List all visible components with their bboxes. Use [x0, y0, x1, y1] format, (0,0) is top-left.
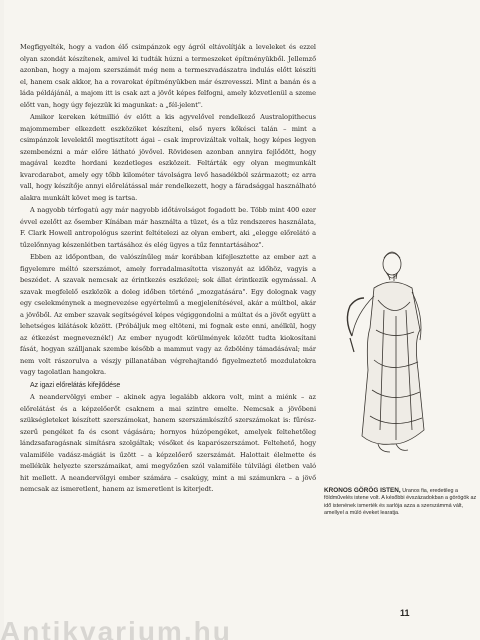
kronos-illustration [334, 240, 444, 480]
paragraph: A neandervölgyi ember – akinek agya legalább akkora volt, mint a miénk – az előrelátást és a képzelőerőt csaknem a mai szintre emelte. Nemcsak a jövőbeni szükségleteket készített szerszámokat, hanem szerszámkészítő szerszámokat is: fűrész-szerű pengéket fa és csont vágására; hornyos húzópengéket, amelyek feltehetőleg lándzsafaragásnak simításra szolgáltak; vésőket és kaparószerszámot. Feltehető, hogy valamiféle vadász-mágiát is űzött – a képzelőerő szerszámát. Halottait élelmette és mellékük helyezte szerszámaikat, ami megyőzően szól valamiféle túlvilági életben való hit mellett. A neandervölgyi ember számára – csakúgy, mint a mi számunkra – a jövő nemcsak az ismeretlent, hanem az ismeretlent is kiterjedt. [20, 393, 316, 493]
section-heading: Az igazi előrelátás kifejlődése [30, 381, 121, 389]
paragraph: Ebben az időpontban, de valószínűleg már korábban kifejlesztette az ember azt a figyelemre méltó szerszámot, amely forradalmasította viszonyát az időhöz, vagyis a beszédet. A szavak nemcsak az érintkezés eszközei; sok állat érintkezik egymással. A szavak megfelelő eszközök a doleg időben történő „mozgatására". Egy dolognak vagy egy cselekménynek a megnevezése egyértelmű a megjelenítésével, akár a múltbol, akár a jövőből. Az ember szavak segítségével képes végiggondolni a múltat és a jövőt együtt a lehetséges kilátások között. (Próbáljuk meg eltöteni, mi fognak este enni, anélkül, hogy az étkezést megneveznék!) Az ember nyugodt körülmények között tudta kiokosítani fását, hogyan szálljanak szembe később a mammut vagy az őzbölény támadásával; már nem volt rászorulva a vészjy pillanatában végrehajtandó figyelmeztető mozdulatokra vagy tagolatlan hangokra. [20, 253, 316, 376]
figure-caption [324, 487, 480, 518]
book-page [4, 0, 480, 640]
paragraph: Amikor kereken kétmillió év előtt a kis agyvelővel rendelkező Australopithecus majommember elkezdett eszközöket készíteni, első nyers kőkésci talán – mint a csimpánzok levelektől megtisztított ágai – csak improvizáltak voltak, hogy képes legyen szembenézni a már előre látható jövővel. Rövidesen azonban annyira fejlődött, hogy magával kezdte hordani kezdetleges eszközeit. Feltárták egy olyan megmunkált kvarcdarabot, amely egy tőbb kilométer távolságra levő hasadékból származott; ez arra vall, hogy készítője annyi előrelátással már rendelkezett, hogy a fáradsággal használható alakra munkált követ meg is tartsa. [20, 113, 316, 202]
paragraph: A nagyobb térfogatú agy már nagyobb időtávolságot fogadott be. Több mint 400 ezer évvel ezelőtt az ősember Kínában már használta a tüzet, és a tűz rendszeres használata, F. Clark Howell antropológus szerint feltételezi az olyan embert, aki „elegge előrelátó a tűzelőnnyag készenlétben tartásához és elég ügyes a tűz fenntartásához". [20, 206, 316, 249]
caption-title: KRONOS GÖRÖG ISTEN, [324, 487, 401, 494]
watermark: Antikvarium.hu [0, 616, 232, 640]
caption-text: Uranos fia, eredetileg a földművelés istene volt. A későbbi évszázadokban a görögök az idő istenének ismerték és sarlója azza a szerszámmá vált, amellyel a múló éveket learatja. [324, 488, 477, 517]
paragraph: Megfigyelték, hogy a vadon élő csimpánzok egy ágról eltávolítják a leveleket és ezzel olyan szondát készítenek, amivel ki tudták húzni a termeszeket építményükből. Jellemző azonban, hogy a majom szerszámát még nem a termeszvadászatra indulás előtt készíti el, hanem csak akkor, ha a rovarokat építményükben már észrevesszi. Mint a banán és a láda példájánál, a majom itt is csak azt a jövőt képes felfogni, amely közvetlenül a szeme előtt van, hogy úgy fejezzük ki magunkat: a „fél-jelent". [20, 43, 316, 109]
main-text-column [20, 42, 316, 497]
page-number: 11 [400, 608, 410, 618]
